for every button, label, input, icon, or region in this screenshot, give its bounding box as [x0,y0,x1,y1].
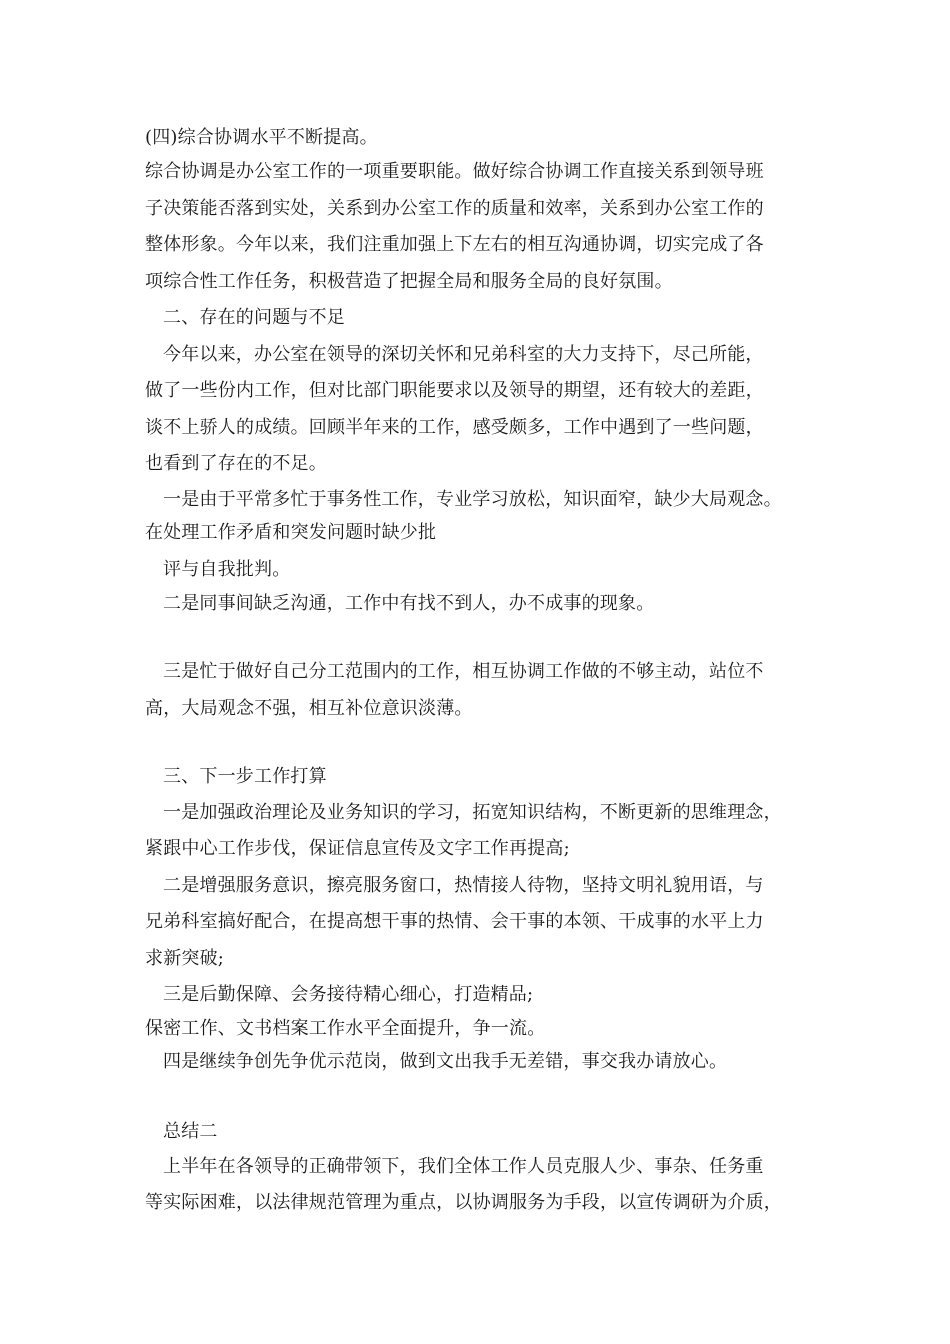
paragraph-line: 二是同事间缺乏沟通，工作中有找不到人，办不成事的现象。 [163,593,655,614]
paragraph-line: 兄弟科室搞好配合，在提高想干事的热情、会干事的本领、干成事的水平上力 [145,911,764,932]
paragraph-line: 整体形象。今年以来，我们注重加强上下左右的相互沟通协调，切实完成了各 [145,234,764,255]
paragraph-line: 今年以来，办公室在领导的深切关怀和兄弟科室的大力支持下，尽己所能， [163,344,764,365]
section-heading-coordination: (四)综合协调水平不断提高。 [145,127,378,148]
paragraph-line: 紧跟中心工作步伐，保证信息宣传及文字工作再提高; [145,838,570,859]
paragraph-line: 一是由于平常多忙于事务性工作，专业学习放松，知识面窄，缺少大局观念。 [163,489,782,510]
paragraph-line: 项综合性工作任务，积极营造了把握全局和服务全局的良好氛围。 [145,271,673,292]
paragraph-line: 上半年在各领导的正确带领下，我们全体工作人员克服人少、事杂、任务重 [163,1156,764,1177]
paragraph-line: 保密工作、文书档案工作水平全面提升，争一流。 [145,1018,546,1039]
paragraph-line: 综合协调是办公室工作的一项重要职能。做好综合协调工作直接关系到领导班 [145,161,764,182]
paragraph-line: 也看到了存在的不足。 [145,453,327,474]
paragraph-line: 求新突破; [145,948,225,969]
paragraph-line: 子决策能否落到实处，关系到办公室工作的质量和效率，关系到办公室工作的 [145,198,764,219]
paragraph-line: 高，大局观念不强，相互补位意识淡薄。 [145,698,473,719]
paragraph-line: 在处理工作矛盾和突发问题时缺少批 [145,522,437,543]
paragraph-line: 谈不上骄人的成绩。回顾半年来的工作，感受颇多，工作中遇到了一些问题， [145,417,764,438]
paragraph-line: 一是加强政治理论及业务知识的学习，拓宽知识结构，不断更新的思维理念， [163,802,782,823]
paragraph-line: 三是忙于做好自己分工范围内的工作，相互协调工作做的不够主动，站位不 [163,661,764,682]
paragraph-line: 等实际困难，以法律规范管理为重点，以协调服务为手段，以宣传调研为介质， [145,1192,782,1213]
paragraph-line: 做了一些份内工作，但对比部门职能要求以及领导的期望，还有较大的差距， [145,380,764,401]
paragraph-line: 评与自我批判。 [163,559,291,580]
paragraph-line: 三是后勤保障、会务接待精心细心，打造精品; [163,984,534,1005]
section-heading-summary-two: 总结二 [163,1121,218,1142]
paragraph-line: 四是继续争创先争优示范岗，做到文出我手无差错，事交我办请放心。 [163,1051,728,1072]
section-heading-problems: 二、存在的问题与不足 [163,307,345,328]
paragraph-line: 二是增强服务意识，擦亮服务窗口，热情接人待物，坚持文明礼貌用语，与 [163,875,764,896]
section-heading-next-steps: 三、下一步工作打算 [163,766,327,787]
